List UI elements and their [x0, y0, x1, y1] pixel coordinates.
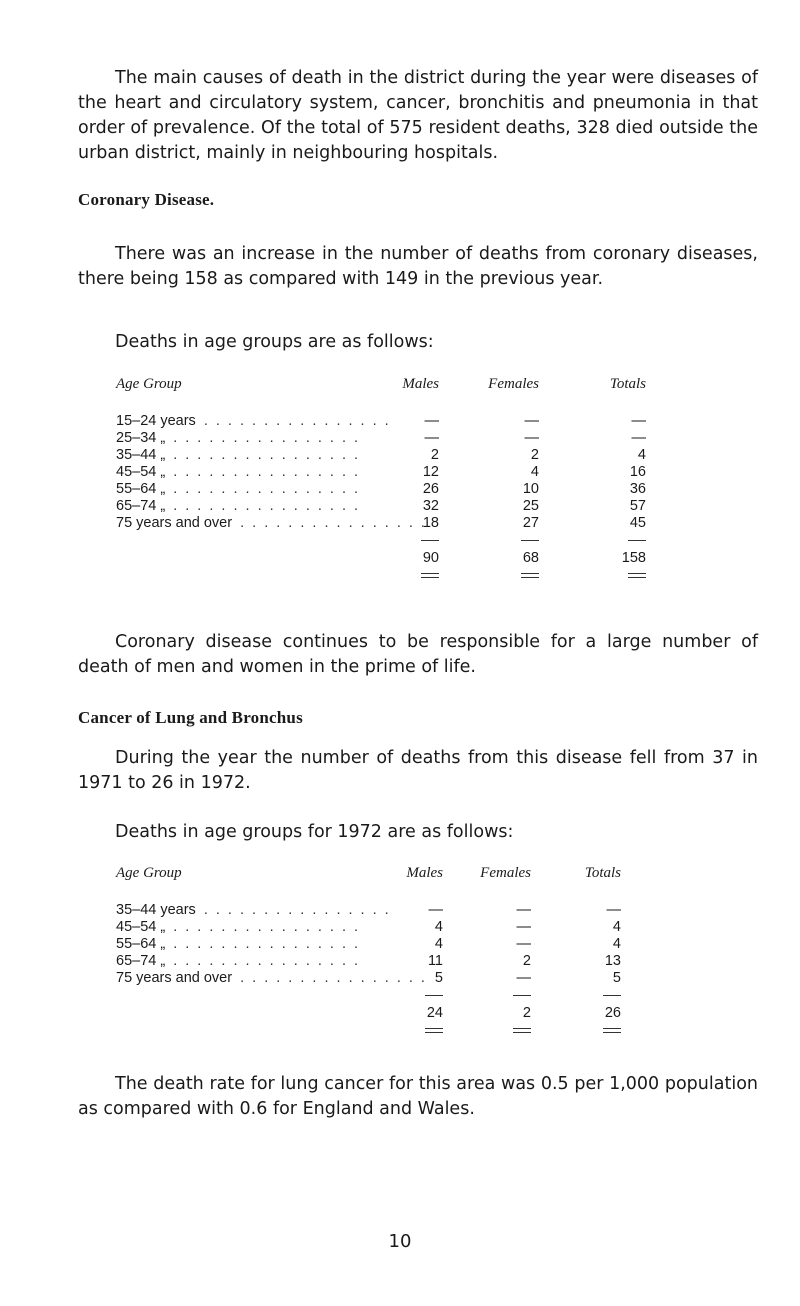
table-row: [116, 902, 621, 919]
rule-line: [425, 995, 443, 996]
leader-dots: . . . . . . . . . . . . . . . .: [240, 970, 427, 986]
coronary-heading: Coronary Disease.: [78, 190, 215, 209]
totals-cell: —: [606, 902, 621, 918]
totals-cell: —: [631, 413, 646, 429]
leader-dots: . . . . . . . . . . . . . . . .: [240, 515, 427, 531]
coronary-closing-paragraph: Coronary disease continues to be responsible for a large number of death of men and women in the prime of life.: [78, 632, 758, 677]
age-group-cell: 65–74 „ . . . . . . . . . . . . . . . .: [116, 953, 361, 969]
table-row: [116, 970, 621, 987]
lung-table-body: [116, 902, 621, 1039]
totals-cell: 13: [604, 953, 621, 969]
age-group-cell: 25–34 „ . . . . . . . . . . . . . . . .: [116, 430, 361, 446]
totals-cell: 4: [637, 447, 646, 463]
total-double-rule-row: [116, 1022, 621, 1039]
coronary-paragraph: There was an increase in the number of deaths from coronary diseases, there being 158 as compared with 149 in the previous year.: [78, 244, 758, 289]
age-group-cell: 75 years and over . . . . . . . . . . . . . . . .: [116, 515, 427, 531]
females-cell: 2: [530, 447, 539, 463]
lung-table-intro: Deaths in age groups for 1972 are as follows:: [115, 822, 514, 842]
page-number: 10: [388, 1231, 412, 1252]
leader-dots: . . . . . . . . . . . . . . . .: [173, 447, 361, 463]
table-row: [116, 515, 646, 532]
males-cell: 4: [434, 936, 443, 952]
males-cell: 32: [422, 498, 439, 514]
coronary-table-body: [116, 413, 646, 584]
double-rule-line: [425, 1028, 443, 1033]
females-cell: 25: [522, 498, 539, 514]
males-cell: 18: [422, 515, 439, 531]
age-group-cell: 35–44 years . . . . . . . . . . . . . . . .: [116, 902, 391, 918]
females-cell: —: [524, 413, 539, 429]
females-cell: 2: [522, 953, 531, 969]
totals-cell: 4: [612, 936, 621, 952]
intro-paragraph: The main causes of death in the district during the year were diseases of the heart and circulatory system, cancer, bronchitis and pneumonia in that order of prevalence. Of the total of 575 resident deaths, 328 died outside the urban district, mainly in neighbouring hospitals.: [78, 68, 758, 163]
males-cell: 26: [422, 481, 439, 497]
header-males: Males: [406, 865, 443, 881]
leader-dots: . . . . . . . . . . . . . . . .: [173, 919, 361, 935]
males-cell: 11: [427, 953, 443, 969]
females-cell: —: [524, 430, 539, 446]
leader-dots: . . . . . . . . . . . . . . . .: [173, 481, 361, 497]
leader-dots: . . . . . . . . . . . . . . . .: [203, 902, 391, 918]
females-total: 68: [522, 549, 539, 566]
table-header-row: [116, 864, 621, 902]
females-cell: —: [516, 902, 531, 918]
leader-dots: . . . . . . . . . . . . . . . .: [173, 430, 361, 446]
double-rule-line: [603, 1028, 621, 1033]
header-females: Females: [480, 865, 531, 881]
totals-row: [116, 549, 646, 567]
females-cell: —: [516, 919, 531, 935]
double-rule-line: [421, 573, 439, 578]
leader-dots: . . . . . . . . . . . . . . . .: [173, 936, 361, 952]
totals-row: [116, 1004, 621, 1022]
rule-line: [603, 995, 621, 996]
subtotal-rule-row: [116, 987, 621, 1004]
females-cell: 10: [522, 481, 539, 497]
totals-cell: —: [631, 430, 646, 446]
rule-line: [513, 995, 531, 996]
table-row: [116, 413, 646, 430]
coronary-table: [116, 375, 646, 584]
header-totals: Totals: [584, 865, 621, 881]
header-females: Females: [488, 376, 539, 392]
table-row: [116, 919, 621, 936]
leader-dots: . . . . . . . . . . . . . . . .: [173, 464, 361, 480]
females-total: 2: [522, 1004, 531, 1021]
males-total: 90: [422, 549, 439, 566]
table-row: [116, 481, 646, 498]
table-row: [116, 464, 646, 481]
table-header-row: [116, 375, 646, 413]
age-group-cell: 35–44 „ . . . . . . . . . . . . . . . .: [116, 447, 361, 463]
total-double-rule-row: [116, 567, 646, 584]
leader-dots: . . . . . . . . . . . . . . . .: [173, 953, 361, 969]
table-row: [116, 447, 646, 464]
females-cell: 27: [522, 515, 539, 531]
table-row: [116, 430, 646, 447]
age-group-cell: 45–54 „ . . . . . . . . . . . . . . . .: [116, 919, 361, 935]
header-age-group: Age Group: [116, 865, 182, 881]
males-cell: —: [428, 902, 443, 918]
age-group-cell: 55–64 „ . . . . . . . . . . . . . . . .: [116, 936, 361, 952]
males-cell: 2: [430, 447, 439, 463]
totals-cell: 45: [629, 515, 646, 531]
double-rule-line: [628, 573, 646, 578]
age-group-cell: 45–54 „ . . . . . . . . . . . . . . . .: [116, 464, 361, 480]
double-rule-line: [521, 573, 539, 578]
rule-line: [521, 540, 539, 541]
males-total: 24: [426, 1004, 443, 1021]
lung-heading: Cancer of Lung and Bronchus: [78, 708, 303, 727]
totals-cell: 16: [629, 464, 646, 480]
males-cell: —: [424, 413, 439, 429]
table-row: [116, 953, 621, 970]
double-rule-line: [513, 1028, 531, 1033]
age-group-cell: 15–24 years . . . . . . . . . . . . . . . .: [116, 413, 391, 429]
totals-cell: 36: [629, 481, 646, 497]
header-totals: Totals: [609, 376, 646, 392]
rule-line: [421, 540, 439, 541]
females-cell: 4: [530, 464, 539, 480]
lung-table: [116, 864, 621, 1039]
males-cell: —: [424, 430, 439, 446]
age-group-cell: 55–64 „ . . . . . . . . . . . . . . . .: [116, 481, 361, 497]
totals-cell: 57: [629, 498, 646, 514]
age-group-cell: 65–74 „ . . . . . . . . . . . . . . . .: [116, 498, 361, 514]
grand-total: 158: [621, 549, 646, 566]
leader-dots: . . . . . . . . . . . . . . . .: [203, 413, 391, 429]
lung-paragraph: During the year the number of deaths from this disease fell from 37 in 1971 to 26 in 1972.: [78, 748, 758, 793]
table-row: [116, 498, 646, 515]
age-group-cell: 75 years and over . . . . . . . . . . . . . . . .: [116, 970, 427, 986]
females-cell: —: [516, 970, 531, 986]
header-males: Males: [402, 376, 439, 392]
header-age-group: Age Group: [116, 376, 182, 392]
totals-cell: 4: [612, 919, 621, 935]
grand-total: 26: [604, 1004, 621, 1021]
coronary-table-intro: Deaths in age groups are as follows:: [115, 332, 434, 352]
lung-closing-paragraph: The death rate for lung cancer for this area was 0.5 per 1,000 population as compared with 0.6 for England and Wales.: [78, 1074, 758, 1119]
males-cell: 4: [434, 919, 443, 935]
females-cell: —: [516, 936, 531, 952]
males-cell: 5: [434, 970, 443, 986]
subtotal-rule-row: [116, 532, 646, 549]
leader-dots: . . . . . . . . . . . . . . . .: [173, 498, 361, 514]
males-cell: 12: [422, 464, 439, 480]
table-row: [116, 936, 621, 953]
totals-cell: 5: [612, 970, 621, 986]
rule-line: [628, 540, 646, 541]
